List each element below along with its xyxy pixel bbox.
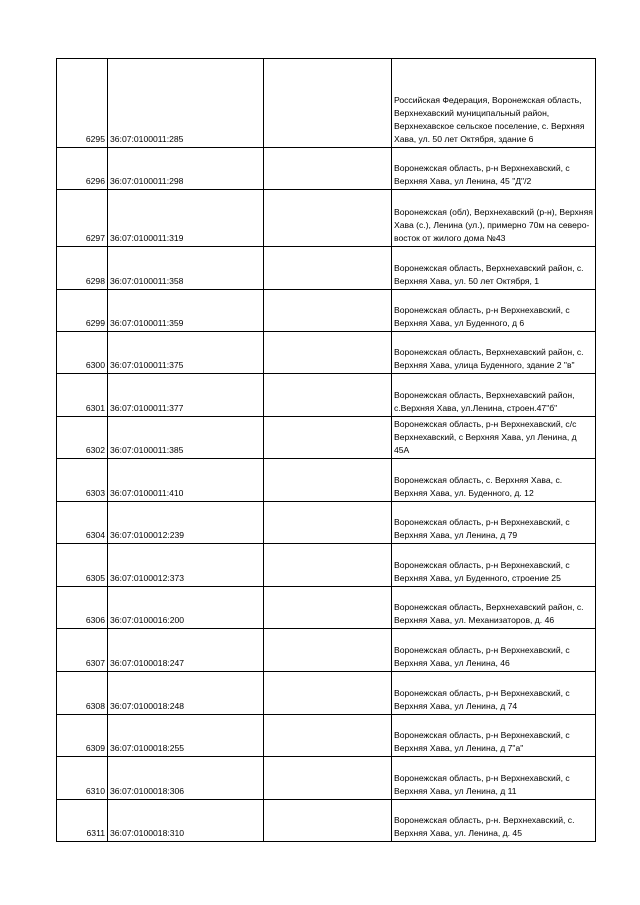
table-row [57,715,596,757]
cadastral-number: 36:07:0100011:358 [108,247,264,290]
address-cell: Воронежская область, с. Верхняя Хава, с. Верхняя Хава, ул. Буденного, д. 12 [392,459,596,502]
property-table [56,58,596,842]
row-number: 6299 [57,290,108,332]
row-number: 6311 [57,800,108,842]
row-number: 6310 [57,757,108,800]
cadastral-number: 36:07:0100018:306 [108,757,264,800]
cadastral-number: 36:07:0100018:247 [108,629,264,672]
table-row [57,190,596,247]
cadastral-number: 36:07:0100018:310 [108,800,264,842]
cadastral-number: 36:07:0100011:377 [108,374,264,417]
address-cell: Воронежская область, р-н Верхнехавский, с Верхняя Хава, ул Буденного, строение 25 [392,544,596,587]
cadastral-number: 36:07:0100011:319 [108,190,264,247]
cadastral-number: 36:07:0100011:285 [108,59,264,148]
cadastral-number: 36:07:0100018:255 [108,715,264,757]
table-row [57,59,596,148]
table-row [57,757,596,800]
table-row [57,800,596,842]
empty-cell [264,59,392,148]
cadastral-number: 36:07:0100012:373 [108,544,264,587]
empty-cell [264,715,392,757]
table-row [57,417,596,459]
empty-cell [264,148,392,190]
address-cell: Воронежская (обл), Верхнехавский (р-н), Верхняя Хава (с.), Ленина (ул.), примерно 70м на северо-восток от жилого дома №43 [392,190,596,247]
cadastral-number: 36:07:0100018:248 [108,672,264,715]
row-number: 6303 [57,459,108,502]
address-cell: Воронежская область, р-н Верхнехавский, с Верхняя Хава, ул Буденного, д 6 [392,290,596,332]
empty-cell [264,247,392,290]
table-row [57,544,596,587]
row-number: 6298 [57,247,108,290]
address-cell: Воронежская область, р-н Верхнехавский, с Верхняя Хава, ул Ленина, д 74 [392,672,596,715]
empty-cell [264,800,392,842]
row-number: 6302 [57,417,108,459]
row-number: 6308 [57,672,108,715]
address-cell: Воронежская область, р-н Верхнехавский, с/с Верхнехавский, с Верхняя Хава, ул Ленина, д 45А [392,417,596,459]
cadastral-number: 36:07:0100016:200 [108,587,264,629]
cadastral-number: 36:07:0100011:359 [108,290,264,332]
row-number: 6306 [57,587,108,629]
row-number: 6297 [57,190,108,247]
address-cell: Воронежская область, р-н Верхнехавский, с Верхняя Хава, ул Ленина, 46 [392,629,596,672]
empty-cell [264,417,392,459]
table-row [57,672,596,715]
address-cell: Воронежская область, Верхнехавский район, с.Верхняя Хава, ул.Ленина, строен.47"б" [392,374,596,417]
address-cell: Воронежская область, Верхнехавский район, с. Верхняя Хава, ул. Механизаторов, д. 46 [392,587,596,629]
address-cell: Воронежская область, р-н Верхнехавский, с Верхняя Хава, ул Ленина, д 7"а" [392,715,596,757]
empty-cell [264,629,392,672]
address-cell: Воронежская область, Верхнехавский район, с. Верхняя Хава, улица Буденного, здание 2 "в" [392,332,596,374]
empty-cell [264,757,392,800]
row-number: 6295 [57,59,108,148]
cadastral-number: 36:07:0100011:375 [108,332,264,374]
empty-cell [264,374,392,417]
row-number: 6307 [57,629,108,672]
empty-cell [264,290,392,332]
table-row [57,629,596,672]
address-cell: Воронежская область, р-н Верхнехавский, с Верхняя Хава, ул Ленина, 45 "Д"/2 [392,148,596,190]
cadastral-number: 36:07:0100012:239 [108,502,264,544]
row-number: 6304 [57,502,108,544]
address-cell: Российская Федерация, Воронежская область, Верхнехавский муниципальный район, Верхнехавское сельское поселение, с. Верхняя Хава, ул. 50 лет Октября, здание 6 [392,59,596,148]
table-row [57,148,596,190]
cadastral-number: 36:07:0100011:410 [108,459,264,502]
row-number: 6301 [57,374,108,417]
table-row [57,374,596,417]
empty-cell [264,672,392,715]
table-row [57,502,596,544]
empty-cell [264,190,392,247]
address-cell: Воронежская область, р-н Верхнехавский, с Верхняя Хава, ул Ленина, д 11 [392,757,596,800]
table-row [57,332,596,374]
empty-cell [264,459,392,502]
table-row [57,290,596,332]
row-number: 6305 [57,544,108,587]
table-row [57,587,596,629]
cadastral-number: 36:07:0100011:385 [108,417,264,459]
table-row [57,247,596,290]
address-cell: Воронежская область, р-н Верхнехавский, с Верхняя Хава, ул Ленина, д 79 [392,502,596,544]
address-cell: Воронежская область, Верхнехавский район, с. Верхняя Хава, ул. 50 лет Октября, 1 [392,247,596,290]
row-number: 6309 [57,715,108,757]
empty-cell [264,502,392,544]
address-cell: Воронежская область, р-н. Верхнехавский, с. Верхняя Хава, ул. Ленина, д. 45 [392,800,596,842]
row-number: 6296 [57,148,108,190]
empty-cell [264,332,392,374]
table-row [57,459,596,502]
empty-cell [264,587,392,629]
cadastral-number: 36:07:0100011:298 [108,148,264,190]
row-number: 6300 [57,332,108,374]
empty-cell [264,544,392,587]
